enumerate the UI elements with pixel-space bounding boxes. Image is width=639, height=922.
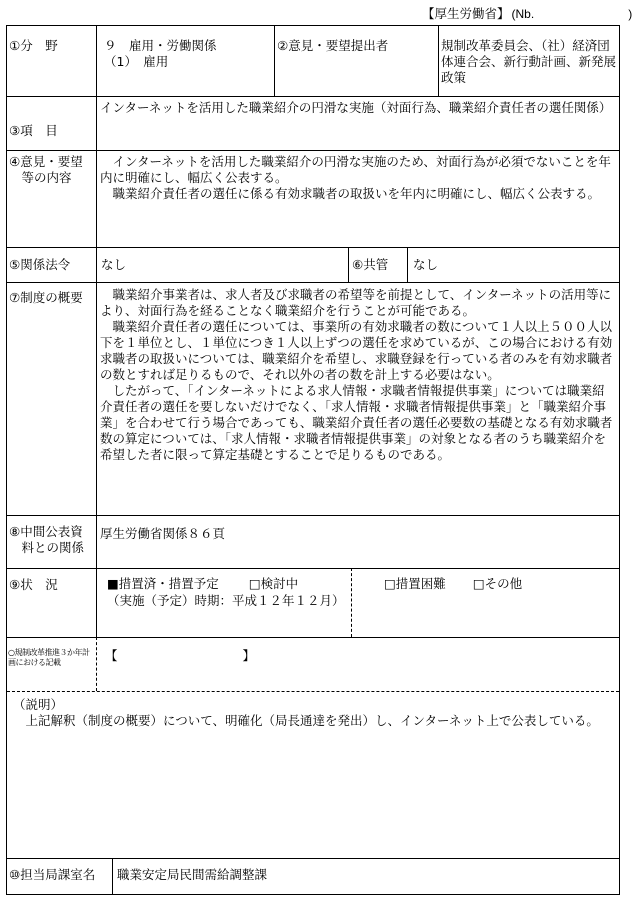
item-value: インターネットを活用した職業紹介の円滑な実施（対面行為、職業紹介責任者の選任関係） [100, 100, 612, 115]
office-value: 職業安定局民間需給調整課 [117, 867, 268, 882]
page-header [422, 4, 632, 22]
rule [7, 568, 619, 569]
ministry-label: 【厚生労働省】 [422, 6, 510, 21]
divider [407, 247, 408, 282]
status-divider-dashed [351, 568, 352, 637]
plan-label: ○規制改革推進３か年計画における記載 [8, 648, 90, 667]
system-label: ⑦制度の概要 [9, 290, 83, 305]
number-label: (Nb. [511, 7, 535, 21]
divider [438, 26, 439, 96]
content-value: インターネットを活用した職業紹介の円滑な実施のため、対面行為が必須でないことを年内に明確にし、幅広く公表する。 職業紹介責任者の選任に係る有効求職者の取扱いを年内に明確にし、幅広く公表する。 [100, 154, 611, 201]
status-timing: （実施（予定）時期：平成１２年１２月） [107, 593, 345, 608]
request-form [6, 25, 620, 895]
explanation-label: （説明） [13, 697, 64, 712]
system-value: 職業紹介事業者は、求人者及び求職者の希望等を前提として、インターネットの活用等により、対面行為を経ることなく職業紹介を行うことが可能である。 職業紹介責任者の選任については、事業所の有効求職者の数について１人以上５００人以下を１単位とし、１単位につき１人以上ずつの選任を求めているが、この場合における有効求職者の取扱いについては、職業紹介を希望し、求職登録を行っている者のみを有効求職者の数とすれば足りるもので、それ以外の者の数を計上する必要はない。 したがって、「インターネットによる求人情報・求職者情報提供事業」については職業紹介責任者の選任を要しないだけでなく、「求人情報・求職者情報提供事業」と「職業紹介事業」を合わせて行う場合であっても、職業紹介責任者の選任必要数の基礎となる有効求職者数の算定については、「求人情報・求職者情報提供事業」の対象となる者のうち職業紹介を希望した者に限って算定基礎とすることで足りるものである。 [100, 287, 613, 462]
checkbox-done[interactable]: ■措置済・措置予定 [107, 576, 219, 591]
number-close: ) [628, 7, 633, 21]
checkbox-other[interactable]: □その他 [472, 576, 523, 591]
status-checks-right [384, 576, 616, 592]
checkbox-review[interactable]: □検討中 [248, 576, 299, 591]
plan-value: 【 】 [105, 648, 256, 663]
office-label: ⑩担当局課室名 [9, 867, 96, 882]
rule [7, 247, 619, 248]
divider [274, 26, 275, 96]
status-label: ⑨状 況 [9, 577, 58, 592]
divider [348, 247, 349, 282]
law-label: ⑤関係法令 [9, 257, 71, 272]
rule [7, 96, 619, 97]
item-label: ③項 目 [9, 123, 58, 138]
rule [7, 637, 619, 638]
law-value: なし [101, 257, 127, 272]
label-divider-dashed [96, 637, 97, 691]
checkbox-difficult[interactable]: □措置困難 [384, 576, 446, 591]
rule [7, 515, 619, 516]
label-divider [96, 26, 97, 637]
jurisdiction-value: なし [413, 257, 439, 272]
jurisdiction-label: ⑥共管 [352, 257, 389, 272]
rule [7, 858, 619, 859]
rule [7, 150, 619, 151]
divider [112, 858, 113, 894]
content-label: ④意見・要望 等の内容 [9, 154, 83, 185]
submitter-label: ②意見・要望提出者 [277, 38, 389, 53]
submitter-value: 規制改革委員会、（社）経済団体連合会、新行動計画、新発展政策 [441, 38, 617, 85]
field-label: ①分 野 [9, 38, 58, 53]
status-checks-left [107, 576, 347, 592]
field-value: ９ 雇用・労働関係 （1） 雇用 [104, 38, 217, 69]
rule [7, 282, 619, 283]
interim-label: ⑧中間公表資 料との関係 [9, 524, 85, 555]
interim-value: 厚生労働省関係８６頁 [100, 526, 226, 541]
dashed-rule [7, 691, 619, 692]
explanation-value: 上記解釈（制度の概要）について、明確化（局長通達を発出）し、インターネット上で公表している。 [13, 713, 599, 728]
